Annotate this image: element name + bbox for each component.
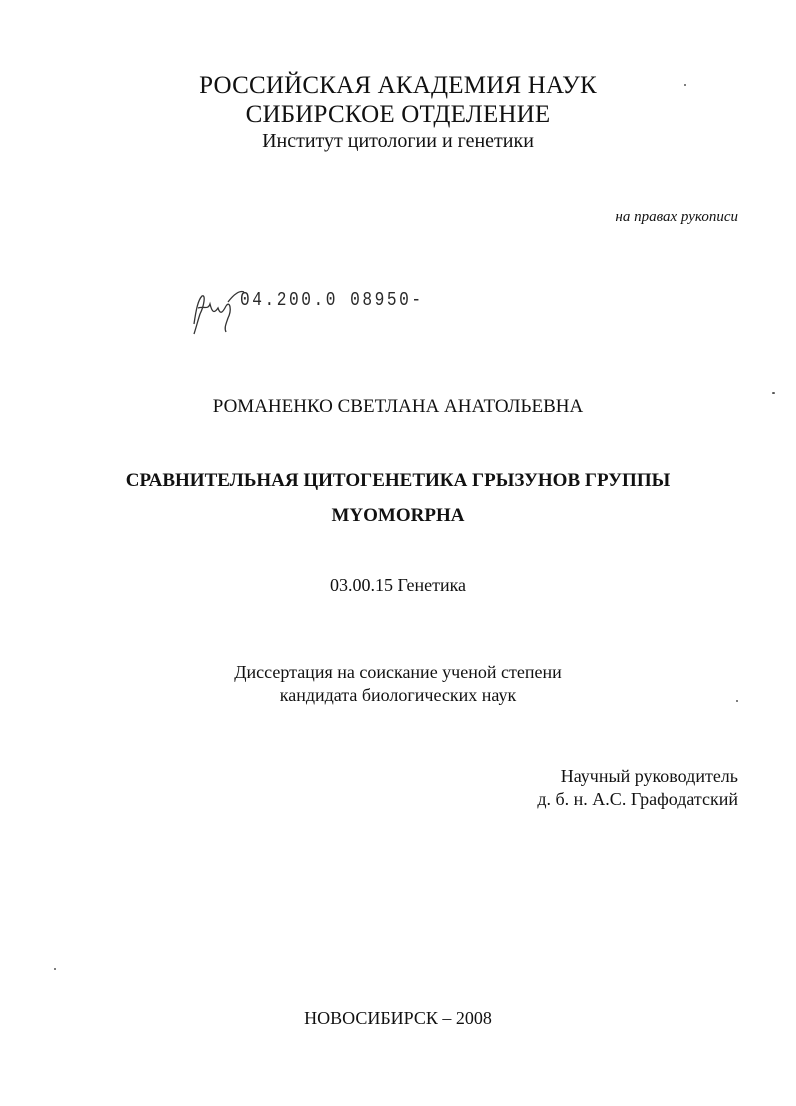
scan-speck bbox=[736, 700, 738, 702]
header-academy: РОССИЙСКАЯ АКАДЕМИЯ НАУК bbox=[199, 72, 597, 99]
scan-speck bbox=[772, 392, 775, 394]
specialty-code: 03.00.15 Генетика bbox=[329, 575, 467, 595]
degree-line2: кандидата биологических наук bbox=[279, 685, 517, 705]
dissertation-title-line1: СРАВНИТЕЛЬНАЯ ЦИТОГЕНЕТИКА ГРЫЗУНОВ ГРУППЫ bbox=[125, 470, 671, 491]
header-institute: Институт цитологии и генетики bbox=[262, 130, 534, 152]
manuscript-note: на правах рукописи bbox=[615, 209, 738, 225]
dissertation-title-line2: MYOMORPHA bbox=[331, 505, 465, 526]
supervisor-name: д. б. н. А.С. Графодатский bbox=[537, 789, 738, 809]
header-division: СИБИРСКОЕ ОТДЕЛЕНИЕ bbox=[245, 101, 551, 128]
degree-line1: Диссертация на соискание ученой степени bbox=[234, 662, 562, 682]
scan-speck bbox=[684, 84, 686, 86]
author-name: РОМАНЕНКО СВЕТЛАНА АНАТОЛЬЕВНА bbox=[212, 396, 584, 417]
supervisor-label: Научный руководитель bbox=[560, 766, 738, 786]
city-year: НОВОСИБИРСК – 2008 bbox=[304, 1008, 492, 1028]
library-stamp-code: 04.200.0 08950- bbox=[240, 289, 424, 311]
scan-speck bbox=[54, 968, 56, 970]
